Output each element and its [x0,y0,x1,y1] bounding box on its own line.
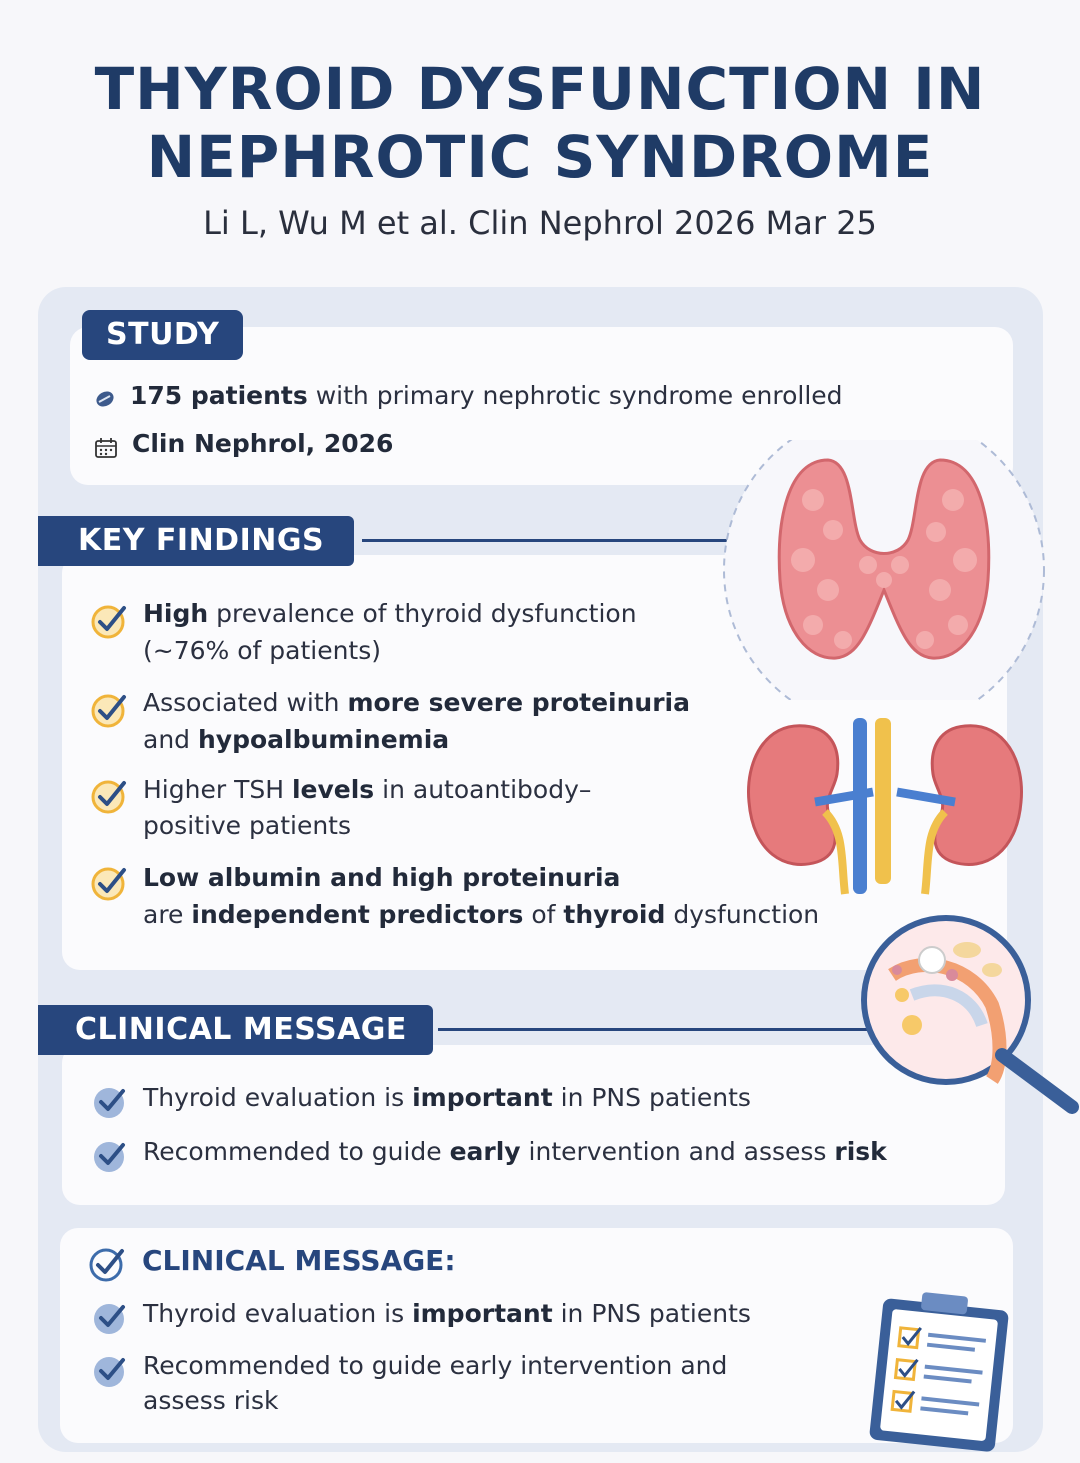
calendar-icon [94,436,118,460]
check-circle-icon [92,1082,130,1120]
finding-4-line-1: Low albumin and high proteinuria [143,863,621,892]
key-findings-header: KEY FINDINGS [38,516,354,566]
check-circle-icon [88,1243,128,1283]
study-header: STUDY [82,310,243,360]
study-item-journal: Clin Nephrol, 2026 [132,429,394,458]
clinical-message-item-2: Recommended to guide early intervention and assess risk [143,1137,887,1166]
check-circle-icon [92,1136,130,1174]
title-line-2: NEPHROTIC SYNDROME [146,123,934,191]
finding-1-line-1: High prevalence of thyroid dysfunction [143,599,637,628]
check-circle-icon [90,862,130,902]
finding-2-line-2: and hypoalbuminemia [143,725,450,754]
check-circle-icon [90,600,130,640]
check-circle-icon [92,1351,130,1389]
clinical-message-2-item-1: Thyroid evaluation is important in PNS patients [143,1299,751,1328]
clinical-message-item-1: Thyroid evaluation is important in PNS patients [143,1083,751,1112]
magnifier-illustration [852,915,1080,1115]
clinical-message-2-header: CLINICAL MESSAGE: [142,1244,456,1277]
check-circle-icon [90,775,130,815]
check-circle-icon [90,689,130,729]
clipboard-icon [858,1290,1018,1455]
pill-icon [94,388,116,410]
citation: Li L, Wu M et al. Clin Nephrol 2026 Mar 25 [203,204,877,242]
clinical-message-header: CLINICAL MESSAGE [38,1005,433,1055]
study-item-patients: 175 patients with primary nephrotic syndrome enrolled [130,381,843,410]
page-title [0,55,1080,191]
finding-3-line-2: positive patients [143,811,351,840]
key-findings-rule [362,539,742,542]
finding-3-line-1: Higher TSH levels in autoantibody– [143,775,592,804]
finding-4-line-2: are independent predictors of thyroid dysfunction [143,900,820,929]
clinical-message-2-item-2-line-2: assess risk [143,1386,279,1415]
kidneys-illustration [745,712,1025,902]
finding-2-line-1: Associated with more severe proteinuria [143,688,690,717]
clinical-message-2-item-2-line-1: Recommended to guide early intervention and [143,1351,728,1380]
thyroid-illustration [718,440,1050,700]
clinical-message-rule [438,1028,878,1031]
finding-1-line-2: (~76% of patients) [143,636,382,665]
title-line-1: THYROID DYSFUNCTION IN [94,55,986,123]
check-circle-icon [92,1298,130,1336]
